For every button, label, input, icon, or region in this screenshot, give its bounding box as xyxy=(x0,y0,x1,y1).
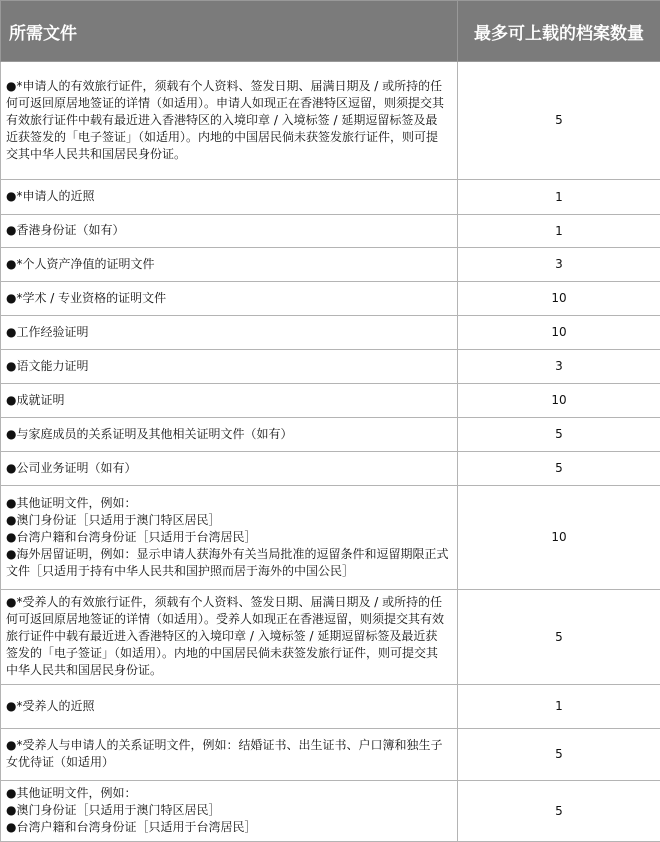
table-row xyxy=(1,62,660,180)
document-description xyxy=(1,486,458,590)
max-file-count: 5 xyxy=(458,452,660,486)
document-description xyxy=(1,685,458,729)
document-line: ●台湾户籍和台湾身份证［只适用于台湾居民］ xyxy=(6,529,449,546)
document-line: ●*个人资产净值的证明文件 xyxy=(6,256,449,273)
document-description xyxy=(1,248,458,282)
document-description xyxy=(1,781,458,842)
document-line: ●成就证明 xyxy=(6,392,449,409)
document-description xyxy=(1,180,458,215)
document-line: ●公司业务证明（如有） xyxy=(6,460,449,477)
document-line: ●其他证明文件，例如： xyxy=(6,495,449,512)
document-line: ●澳门身份证［只适用于澳门特区居民］ xyxy=(6,802,449,819)
document-line: ●台湾户籍和台湾身份证［只适用于台湾居民］ xyxy=(6,819,449,836)
table-row xyxy=(1,350,660,384)
header-required-documents: 所需文件 xyxy=(1,1,458,62)
document-line: ●与家庭成员的关系证明及其他相关证明文件（如有） xyxy=(6,426,449,443)
document-description xyxy=(1,62,458,180)
max-file-count: 1 xyxy=(458,180,660,215)
document-line: ●*受养人与申请人的关系证明文件，例如：结婚证书、出生证书、户口簿和独生子女优待证（如适用） xyxy=(6,737,449,771)
document-line: ●*申请人的有效旅行证件，须载有个人资料、签发日期、届满日期及 / 或所持的任何可返回原居地签证的详情（如适用）。申请人如现正在香港特区逗留，则须提交其有效旅行证件中载有最近进入香港特区的入境印章 / 入境标签 / 延期逗留标签及最近获签发的「电子签证」（如适用）。内地的中国居民倘未获签发旅行证件，则可提交其中华人民共和国居民身份证。 xyxy=(6,78,449,163)
document-description xyxy=(1,384,458,418)
max-file-count: 5 xyxy=(458,729,660,781)
document-line: ●*受养人的近照 xyxy=(6,698,449,715)
max-file-count: 10 xyxy=(458,282,660,316)
max-file-count: 10 xyxy=(458,316,660,350)
max-file-count: 3 xyxy=(458,350,660,384)
document-line: ●海外居留证明，例如：显示申请人获海外有关当局批准的逗留条件和逗留期限正式文件［只适用于持有中华人民共和国护照而居于海外的中国公民］ xyxy=(6,546,449,580)
document-line: ●*申请人的近照 xyxy=(6,188,449,205)
max-file-count: 1 xyxy=(458,685,660,729)
table-row xyxy=(1,282,660,316)
table-header-row xyxy=(1,1,660,62)
table-row xyxy=(1,316,660,350)
document-line: ●语文能力证明 xyxy=(6,358,449,375)
table-row xyxy=(1,418,660,452)
max-file-count: 5 xyxy=(458,418,660,452)
document-description xyxy=(1,418,458,452)
table-row xyxy=(1,685,660,729)
table-row xyxy=(1,781,660,842)
max-file-count: 5 xyxy=(458,590,660,685)
document-description xyxy=(1,350,458,384)
table-row xyxy=(1,729,660,781)
document-line: ●其他证明文件，例如： xyxy=(6,785,449,802)
table-row xyxy=(1,590,660,685)
max-file-count: 5 xyxy=(458,62,660,180)
document-description xyxy=(1,590,458,685)
document-line: ●澳门身份证［只适用于澳门特区居民］ xyxy=(6,512,449,529)
document-line: ●香港身份证（如有） xyxy=(6,222,449,239)
table-row xyxy=(1,486,660,590)
max-file-count: 3 xyxy=(458,248,660,282)
document-line: ●*受养人的有效旅行证件，须载有个人资料、签发日期、届满日期及 / 或所持的任何可返回原居地签证的详情（如适用）。受养人如现正在香港逗留，则须提交其有效旅行证件中载有最近进入香港特区的入境印章 / 入境标签 / 延期逗留标签及最近获签发的「电子签证」（如适用）。内地的中国居民倘未获签发旅行证件，则可提交其中华人民共和国居民身份证。 xyxy=(6,594,449,679)
document-description xyxy=(1,452,458,486)
document-description xyxy=(1,282,458,316)
table-row xyxy=(1,180,660,215)
header-max-files: 最多可上载的档案数量 xyxy=(458,1,660,62)
table-row xyxy=(1,384,660,418)
document-line: ●工作经验证明 xyxy=(6,324,449,341)
table-row xyxy=(1,248,660,282)
document-line: ●*学术 / 专业资格的证明文件 xyxy=(6,290,449,307)
table-row xyxy=(1,452,660,486)
max-file-count: 10 xyxy=(458,384,660,418)
document-description xyxy=(1,215,458,248)
max-file-count: 10 xyxy=(458,486,660,590)
document-description xyxy=(1,316,458,350)
document-description xyxy=(1,729,458,781)
max-file-count: 5 xyxy=(458,781,660,842)
max-file-count: 1 xyxy=(458,215,660,248)
table-row xyxy=(1,215,660,248)
